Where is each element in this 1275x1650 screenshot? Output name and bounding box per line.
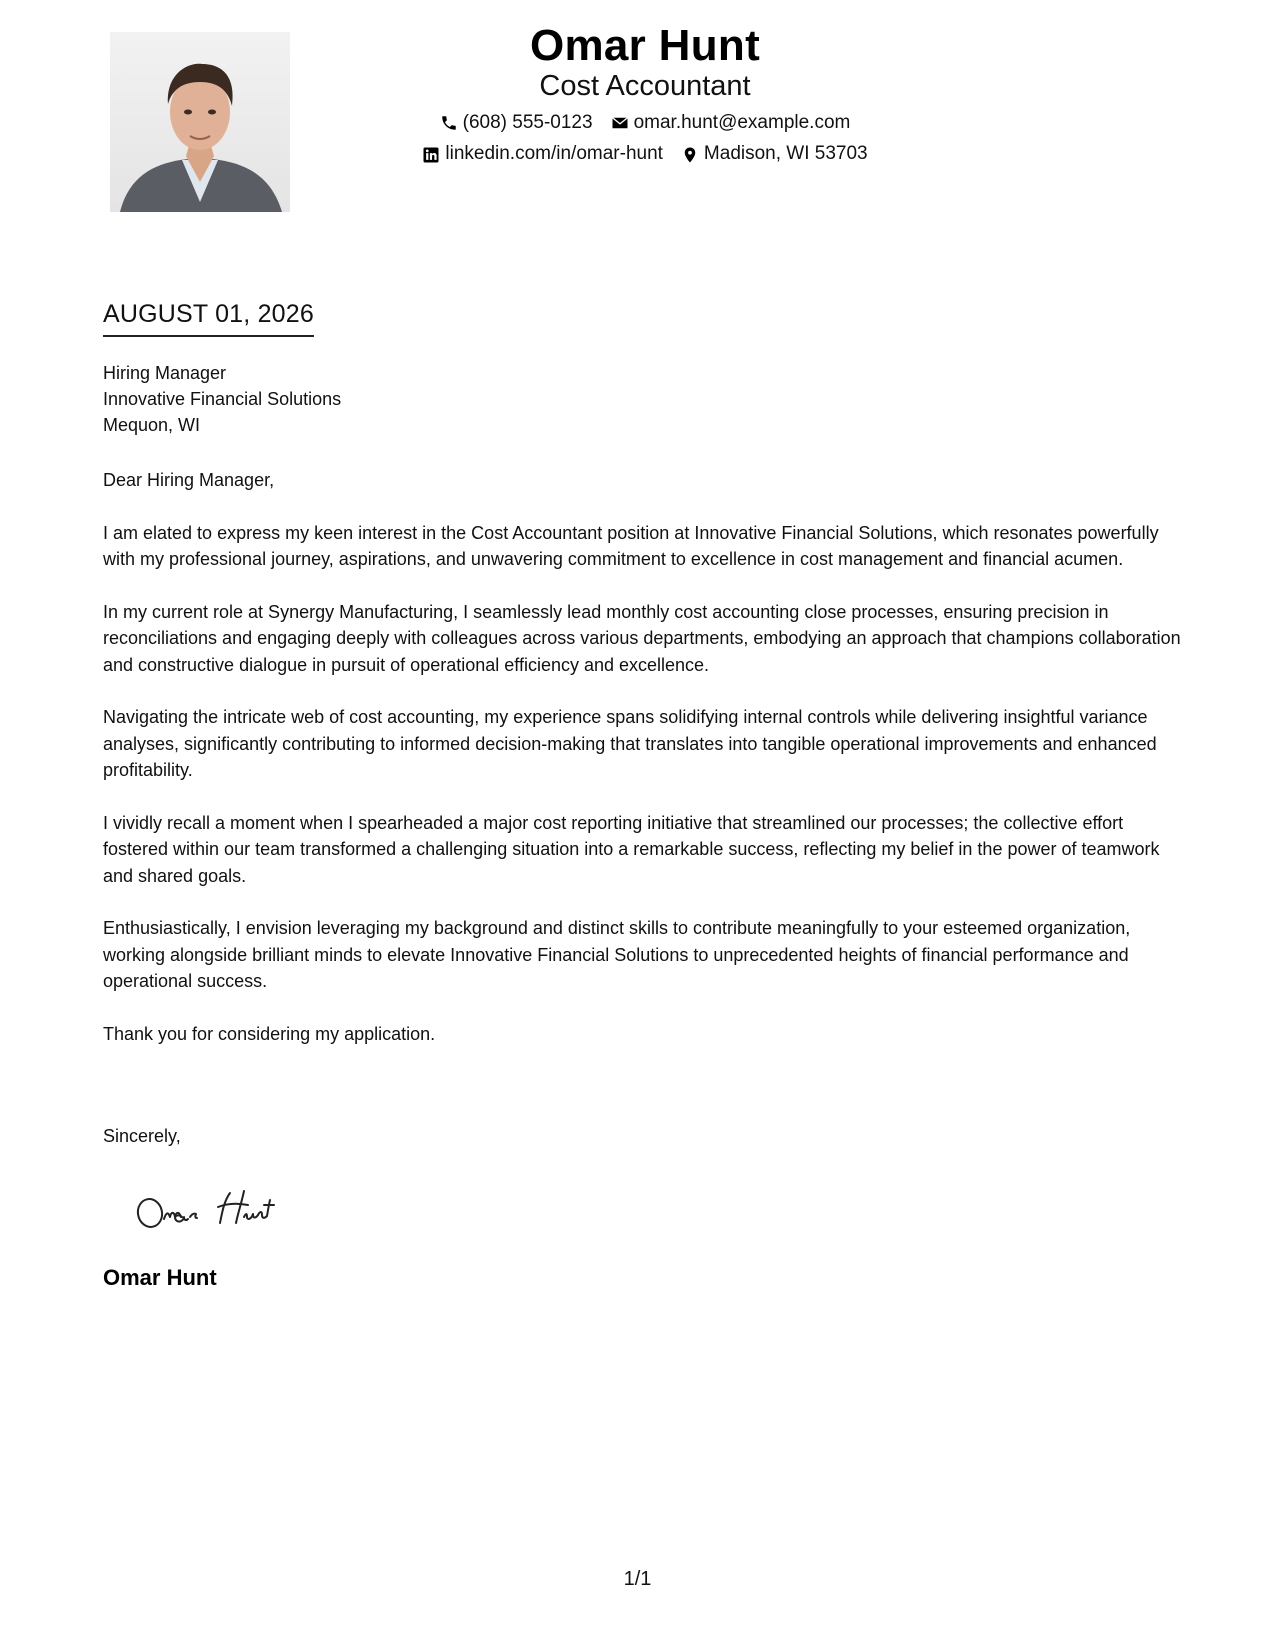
salutation: Dear Hiring Manager, bbox=[103, 470, 275, 490]
signer-name: Omar Hunt bbox=[103, 1265, 217, 1290]
linkedin-url[interactable]: linkedin.com/in/omar-hunt bbox=[445, 143, 663, 165]
envelope-icon bbox=[611, 114, 629, 132]
job-title: Cost Accountant bbox=[539, 69, 751, 102]
contact-email[interactable] bbox=[611, 112, 851, 135]
recipient-company: Innovative Financial Solutions bbox=[103, 389, 342, 409]
body-paragraph: In my current role at Synergy Manufacturing, I seamlessly lead monthly cost accounting close processes, ensuring precision in reconciliations and engaging deeply with colleagues across various departments, embodying an approach that champions collaboration and constructive dialogue in pursuit of operational efficiency and excellence. bbox=[103, 601, 1181, 675]
body-paragraph: I vividly recall a moment when I spearheaded a major cost reporting initiative that streamlined our processes; the collective effort fostered within our team transformed a challenging situation into a remarkable success, reflecting my belief in the power of teamwork and shared goals. bbox=[103, 812, 1160, 886]
linkedin-icon bbox=[422, 146, 440, 164]
page-number: 1/1 bbox=[623, 1568, 652, 1590]
closing: Sincerely, bbox=[103, 1126, 181, 1146]
handwritten-signature bbox=[132, 1183, 332, 1235]
contact-row-1 bbox=[330, 112, 960, 135]
location: Madison, WI 53703 bbox=[703, 143, 868, 165]
letter-body bbox=[103, 467, 1183, 1073]
contact-phone bbox=[440, 112, 593, 135]
contact-linkedin[interactable] bbox=[422, 143, 663, 166]
contact-row-2 bbox=[330, 143, 960, 166]
body-paragraph: I am elated to express my keen interest in the Cost Accountant position at Innovative Financial Solutions, which resonates powerfully with my professional journey, aspirations, and unwavering commitment to excellence in cost management and financial acumen. bbox=[103, 522, 1159, 569]
phone-number: (608) 555-0123 bbox=[462, 111, 593, 133]
recipient-title: Hiring Manager bbox=[103, 363, 227, 383]
body-paragraph: Navigating the intricate web of cost accounting, my experience spans solidifying internal controls while delivering insightful variance analyses, significantly contributing to informed decision-making that translates into tangible operational improvements and enhanced profitability. bbox=[103, 707, 1157, 780]
header bbox=[330, 20, 960, 166]
letter-date: AUGUST 01, 2026 bbox=[103, 300, 314, 337]
applicant-name: Omar Hunt bbox=[529, 21, 761, 70]
body-paragraph: Thank you for considering my application. bbox=[103, 1023, 436, 1044]
email-address[interactable]: omar.hunt@example.com bbox=[633, 111, 851, 133]
body-paragraph: Enthusiastically, I envision leveraging my background and distinct skills to contribute meaningfully to your esteemed organization, working alongside brilliant minds to elevate Innovative Financial Solutions to unprecedented heights of financial performance and operational success. bbox=[103, 918, 1131, 991]
recipient-block bbox=[103, 360, 341, 438]
map-pin-icon bbox=[681, 146, 699, 164]
profile-photo bbox=[110, 32, 290, 212]
recipient-location: Mequon, WI bbox=[103, 415, 201, 435]
contact-location bbox=[681, 143, 868, 166]
phone-icon bbox=[440, 114, 458, 132]
